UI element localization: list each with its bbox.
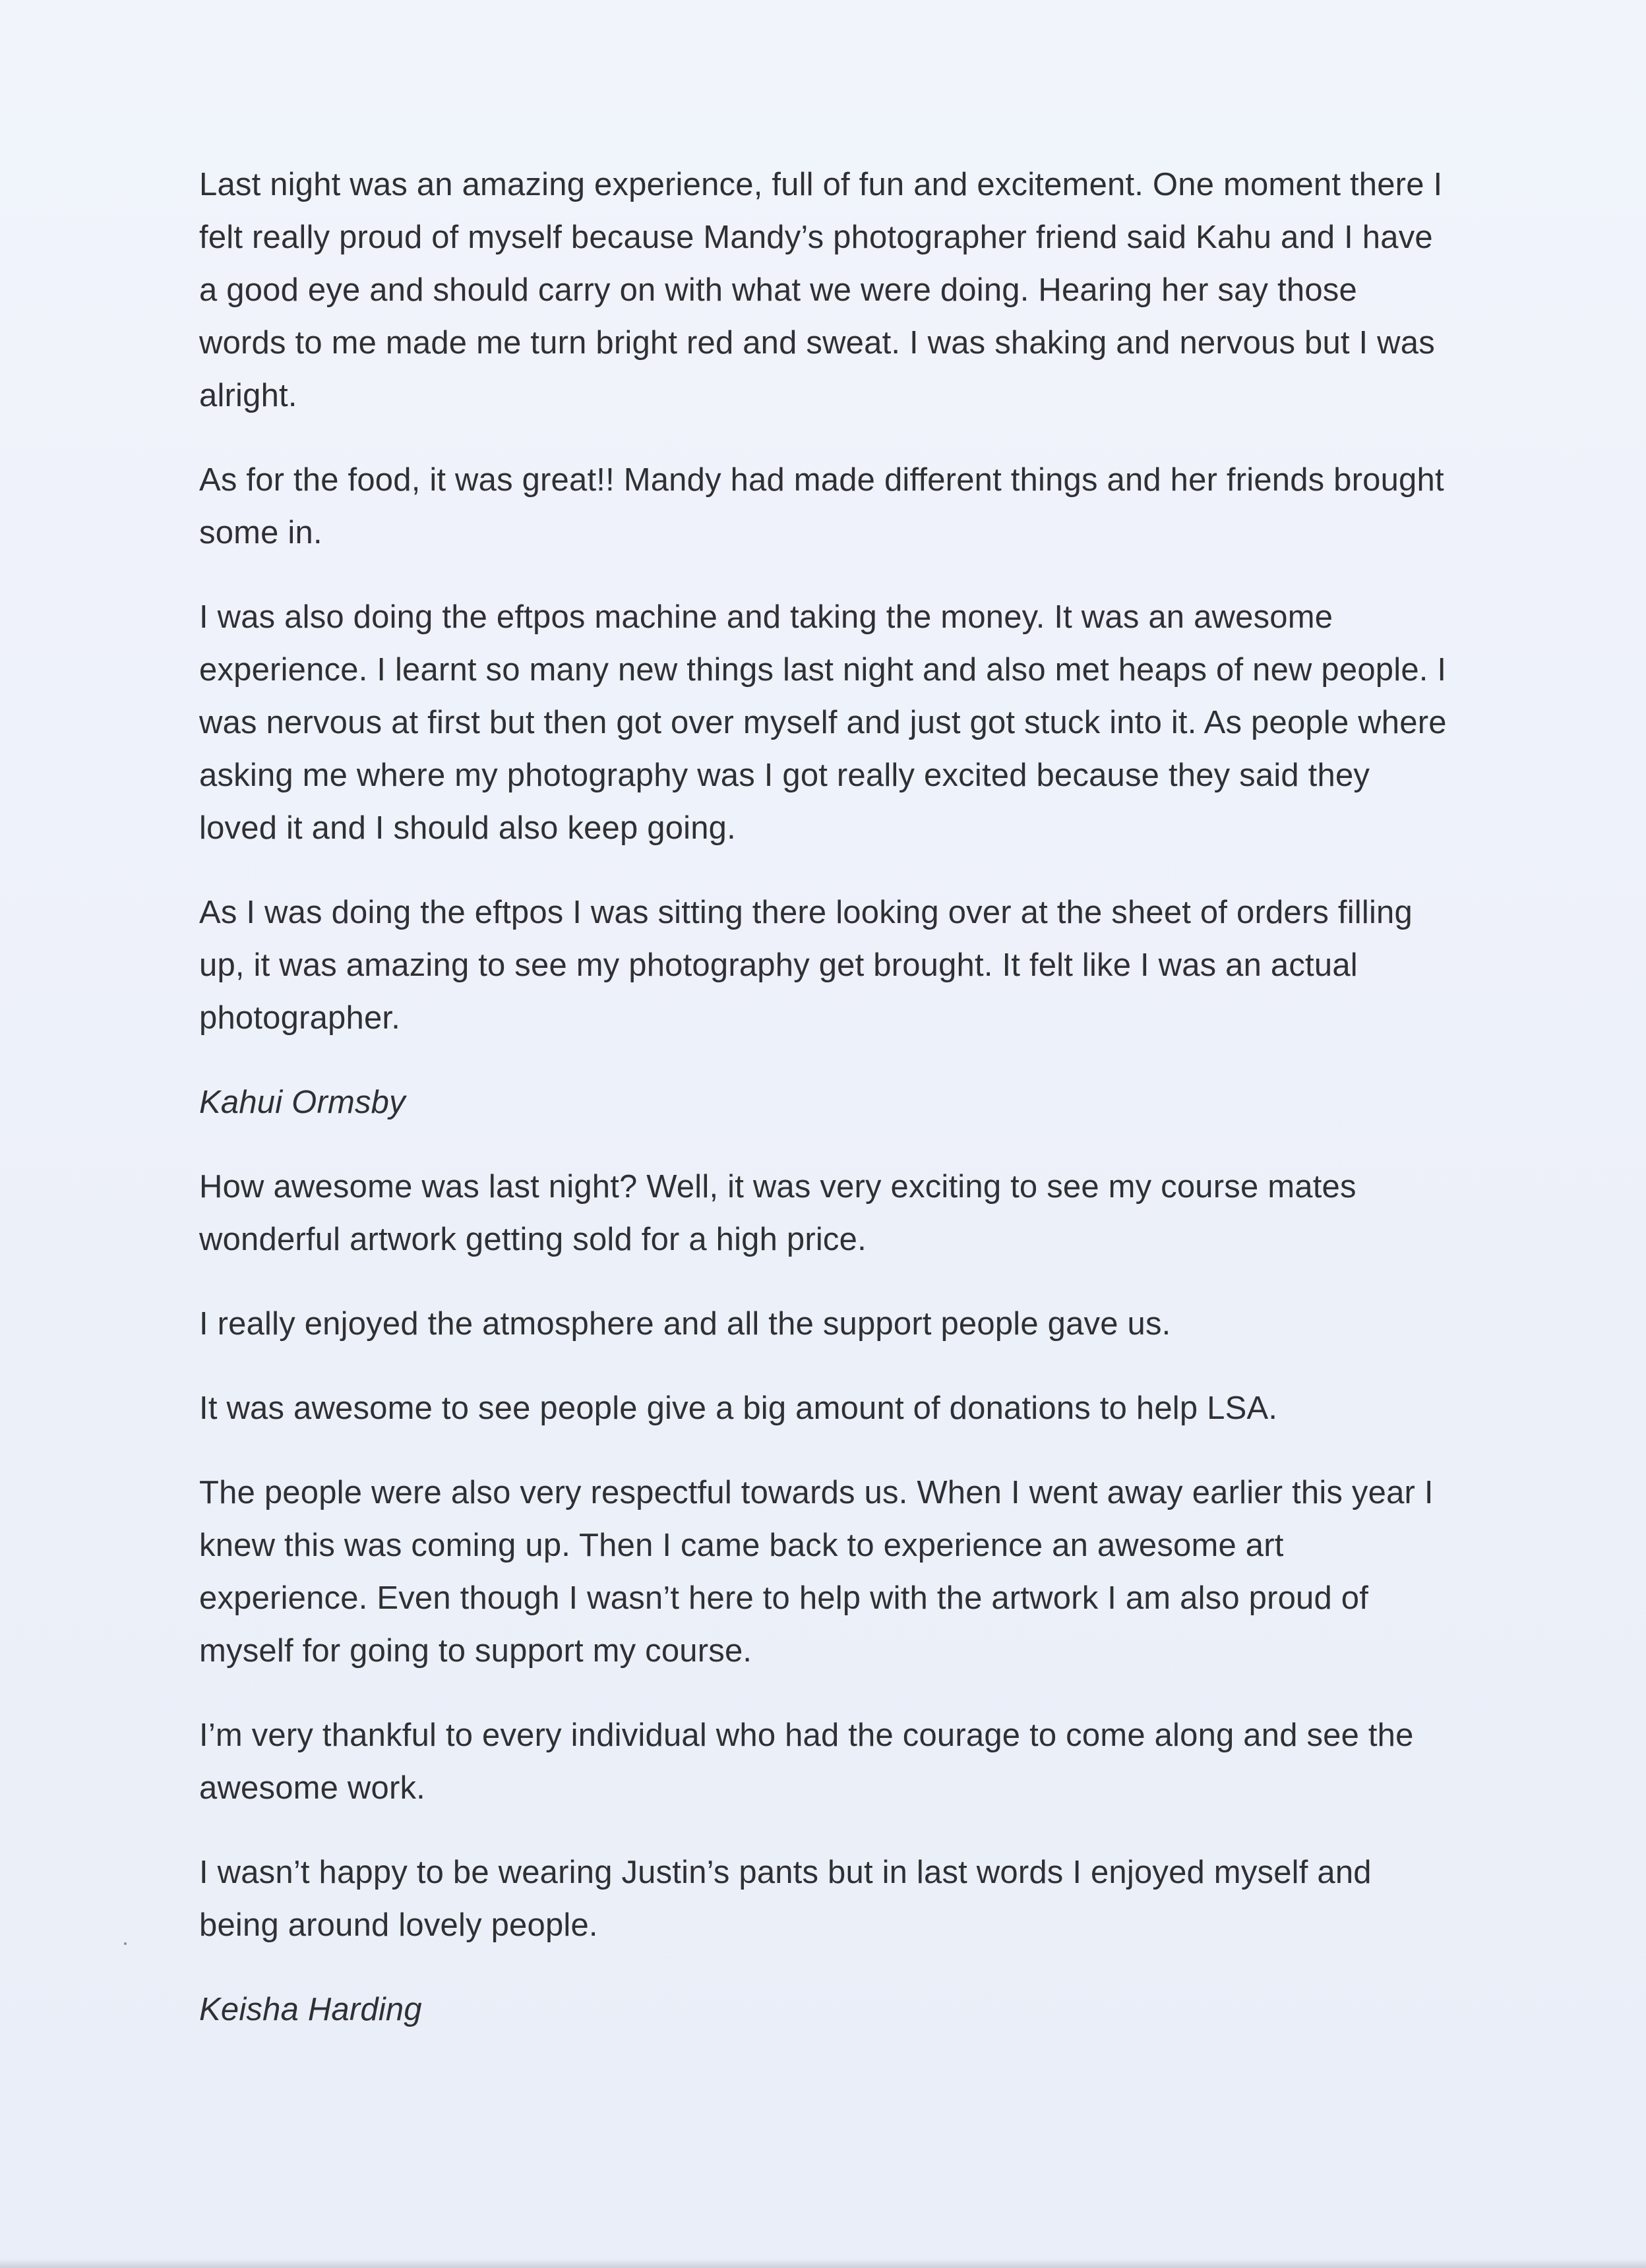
paragraph-8: The people were also very respectful towards us. When I went away earlier this year I knew this was coming up. Then I came back to experience an awesome art experience. Even though I wasn’t here to help with the artwork I am also proud of myself for going to support my course.: [199, 1475, 1434, 1669]
signature-keisha-harding: Keisha Harding: [199, 1992, 422, 2027]
paragraph-7: It was awesome to see people give a big amount of donations to help LSA.: [199, 1390, 1278, 1426]
paragraph-1: Last night was an amazing experience, full of fun and excitement. One moment there I felt really proud of myself because Mandy’s photographer friend said Kahu and I have a good eye and should carry on with what we were doing. Hearing her say those words to me made me turn bright red and sweat. I was shaking and nervous but I was alright.: [199, 167, 1443, 413]
paragraph-2: As for the food, it was great!! Mandy had made different things and her friends brought some in.: [199, 462, 1444, 551]
paragraph-6: I really enjoyed the atmosphere and all the support people gave us.: [199, 1306, 1171, 1342]
paragraph-4: As I was doing the eftpos I was sitting there looking over at the sheet of orders filling up, it was amazing to see my photography get brought. It felt like I was an actual photographer.: [199, 895, 1413, 1036]
paragraph-10: I wasn’t happy to be wearing Justin’s pants but in last words I enjoyed myself and being around lovely people.: [199, 1855, 1372, 1943]
scan-speck: [124, 1942, 127, 1945]
document-body: [199, 158, 1452, 2068]
signature-kahui-ormsby: Kahui Ormsby: [199, 1085, 406, 1120]
paragraph-3: I was also doing the eftpos machine and taking the money. It was an awesome experience. I learnt so many new things last night and also met heaps of new people. I was nervous at first but then got over myself and just got stuck into it. As people where asking me where my photography was I got really excited because they said they loved it and I should also keep going.: [199, 599, 1447, 846]
scan-edge-shadow: [0, 2259, 1646, 2268]
paragraph-9: I’m very thankful to every individual who had the courage to come along and see the awesome work.: [199, 1717, 1414, 1806]
paragraph-5: How awesome was last night? Well, it was very exciting to see my course mates wonderful artwork getting sold for a high price.: [199, 1169, 1356, 1257]
